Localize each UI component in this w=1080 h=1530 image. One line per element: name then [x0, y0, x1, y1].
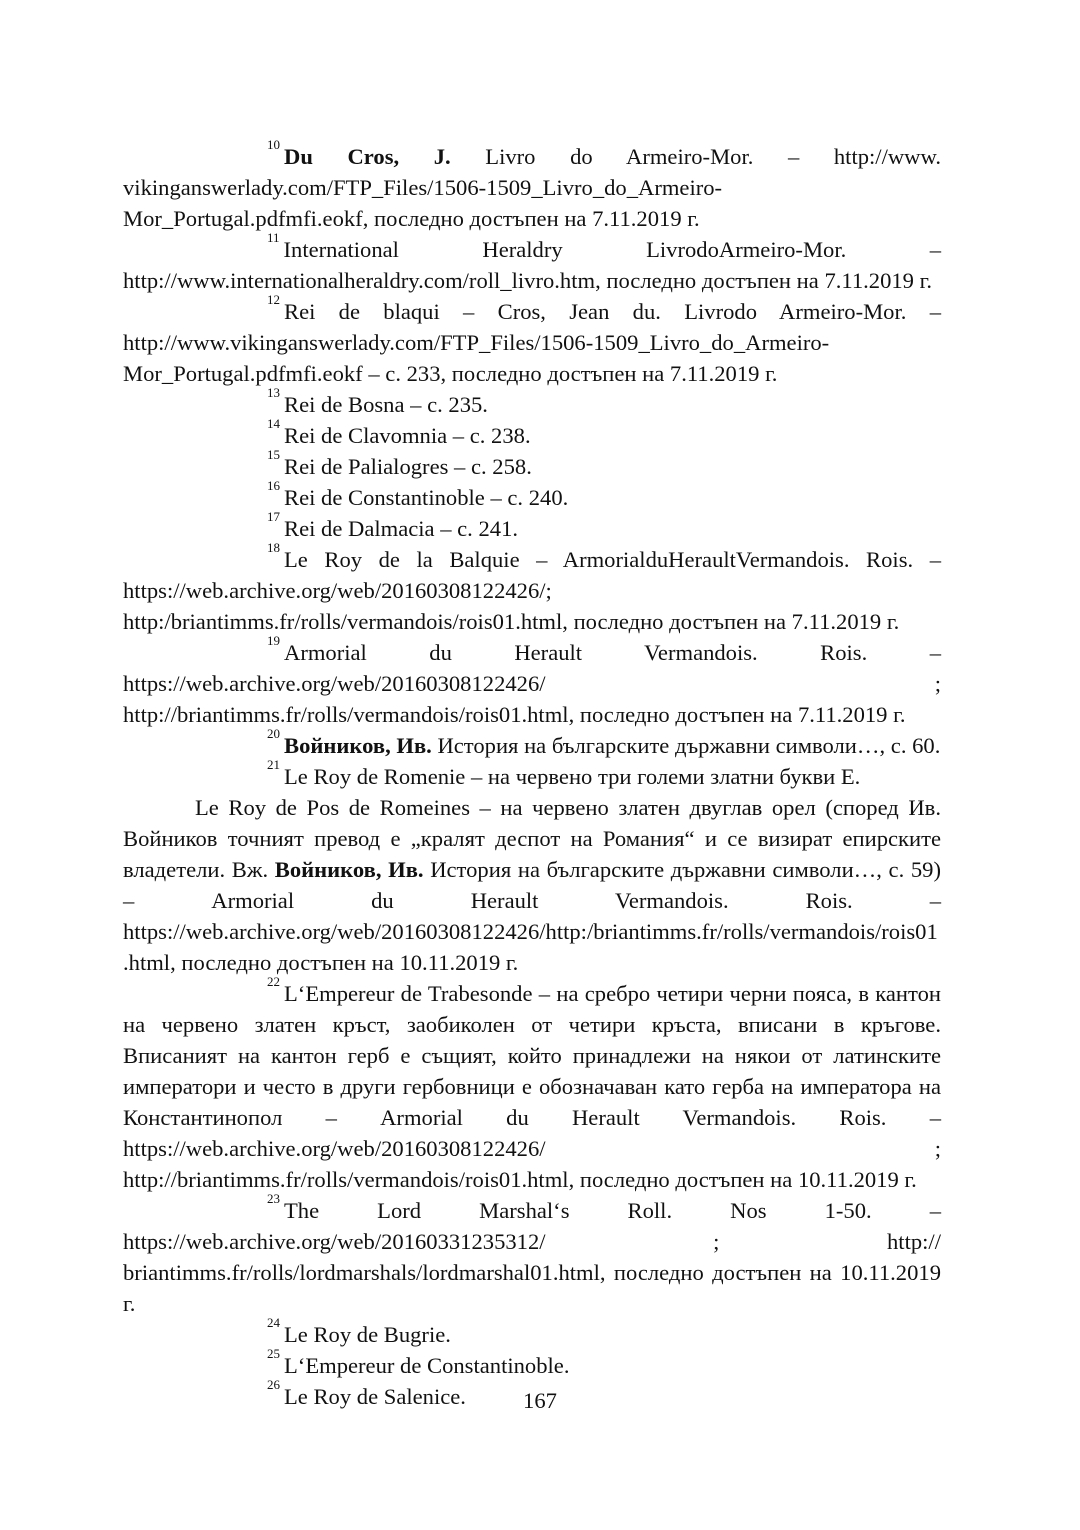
footnote-number: 23: [267, 1191, 280, 1206]
footnote-text: Le Roy de Romenie – на червено три големи златни букви Е.: [284, 764, 861, 789]
footnote-text: Rei de Clavomnia – с. 238.: [284, 423, 531, 448]
footnote-text: Le Roy de Salenice.: [284, 1384, 466, 1409]
footnote-number: 19: [267, 633, 280, 648]
footnote-21-continuation: [123, 792, 941, 978]
footnote-text: L‘Empereur de Trabesonde – на сребро четири черни пояса, в кантон на червено златен кръст, заобиколен от четири кръста, вписани в кръгове. Вписаният на кантон герб е същият, който принадлежи на някои от латинските императори и често в други гербовници е обозначаван като герба на императора на Константинопол – Armorial du Herault Vermandois. Rois. – https://web.archive.org/web/20160308122426/ ; http://briantimms.fr/rolls/vermandois/rois01.html, последно достъпен на 10.11.2019 г.: [123, 981, 941, 1192]
author-name: Войников, Ив.: [274, 857, 424, 882]
footnote-number: 13: [267, 385, 280, 400]
footnote-number: 25: [267, 1346, 280, 1361]
footnote-text: Le Roy de Pos de Romeines – на червено златен двуглав орел (според Ив. Войников точният превод е „кралят деспот на Романия“ и се визират епирските владетели. Вж.: [123, 795, 941, 882]
page-number: 167: [523, 1388, 557, 1413]
footnote-23: [123, 1191, 941, 1319]
footnotes-block: [123, 137, 942, 1412]
footnote-text: История на българските държавни символи…, с. 59) – Armorial du Herault Vermandois. Rois. – https://web.archive.org/web/20160308122426/http:/briantimms.fr/rolls/vermandois/rois01.html, последно достъпен на 10.11.2019 г.: [123, 857, 942, 975]
footnote-13: [123, 385, 941, 420]
footnote-19: [123, 633, 941, 730]
author-name: Du Cros, J.: [284, 144, 451, 169]
footnote-text: International Heraldry LivrodoArmeiro-Mor. – http://www.internationalheraldry.com/roll_livro.htm, последно достъпен на 7.11.2019 г.: [123, 237, 941, 293]
footnote-text: Armorial du Herault Vermandois. Rois. – https://web.archive.org/web/20160308122426/ ; http://briantimms.fr/rolls/vermandois/rois01.html, последно достъпен на 7.11.2019 г.: [123, 640, 941, 727]
footnote-12: [123, 292, 941, 389]
footnote-number: 20: [267, 726, 280, 741]
footnote-text: L‘Empereur de Constantinoble.: [284, 1353, 570, 1378]
footnote-24: [123, 1315, 941, 1350]
footnote-text: Rei de blaqui – Cros, Jean du. Livrodo Armeiro-Mor. – http://www.vikinganswerlady.com/FTP_Files/1506-1509_Livro_do_Armeiro-Mor_Portugal.pdfmfi.eokf – с. 233, последно достъпен на 7.11.2019 г.: [123, 299, 941, 386]
footnote-number: 16: [267, 478, 280, 493]
footnote-16: [123, 478, 941, 513]
footnote-text: Le Roy de la Balquie – ArmorialduHeraultVermandois. Rois. – https://web.archive.org/web/20160308122426/; http:/briantimms.fr/rolls/vermandois/rois01.html, последно достъпен на 7.11.2019 г.: [123, 547, 941, 634]
footnote-number: 14: [267, 416, 280, 431]
footnote-25: [123, 1346, 941, 1381]
footnote-14: [123, 416, 941, 451]
footnote-number: 21: [267, 757, 280, 772]
footnote-number: 12: [267, 292, 280, 307]
footnote-text: Rei de Dalmacia – с. 241.: [284, 516, 519, 541]
footnote-number: 10: [267, 137, 280, 152]
footnote-number: 24: [267, 1315, 280, 1330]
footnote-20: [123, 726, 941, 761]
footnote-15: [123, 447, 941, 482]
footnote-22: [123, 974, 941, 1195]
footnote-text: Rei de Bosna – с. 235.: [284, 392, 488, 417]
footnote-number: 26: [267, 1377, 280, 1392]
footnote-text: Rei de Constantinoble – с. 240.: [284, 485, 569, 510]
footnote-text: История на българските държавни символи…, с. 60.: [431, 733, 941, 758]
footnote-number: 11: [267, 230, 280, 245]
author-name: Войников, Ив.: [284, 733, 432, 758]
footnote-number: 18: [267, 540, 280, 555]
footnote-text: Rei de Palialogres – с. 258.: [284, 454, 532, 479]
footnote-10: [123, 137, 941, 234]
footnote-text: Le Roy de Bugrie.: [284, 1322, 451, 1347]
footnote-text: Livro do Armeiro-Mor. – http://www. vikinganswerlady.com/FTP_Files/1506-1509_Livro_do_Armeiro-Mor_Portugal.pdfmfi.eokf, последно достъпен на 7.11.2019 г.: [123, 144, 941, 231]
footnote-text: The Lord Marshal‘s Roll. Nos 1-50. – https://web.archive.org/web/20160331235312/ ; http:// briantimms.fr/rolls/lordmarshals/lordmarshal01.html, последно достъпен на 10.11.2019 г.: [123, 1198, 941, 1316]
footnote-18: [123, 540, 941, 637]
footnote-number: 17: [267, 509, 280, 524]
footnote-number: 15: [267, 447, 280, 462]
footnote-21: [123, 757, 941, 792]
footnote-number: 22: [267, 974, 280, 989]
footnote-11: [123, 230, 941, 296]
footnote-17: [123, 509, 941, 544]
